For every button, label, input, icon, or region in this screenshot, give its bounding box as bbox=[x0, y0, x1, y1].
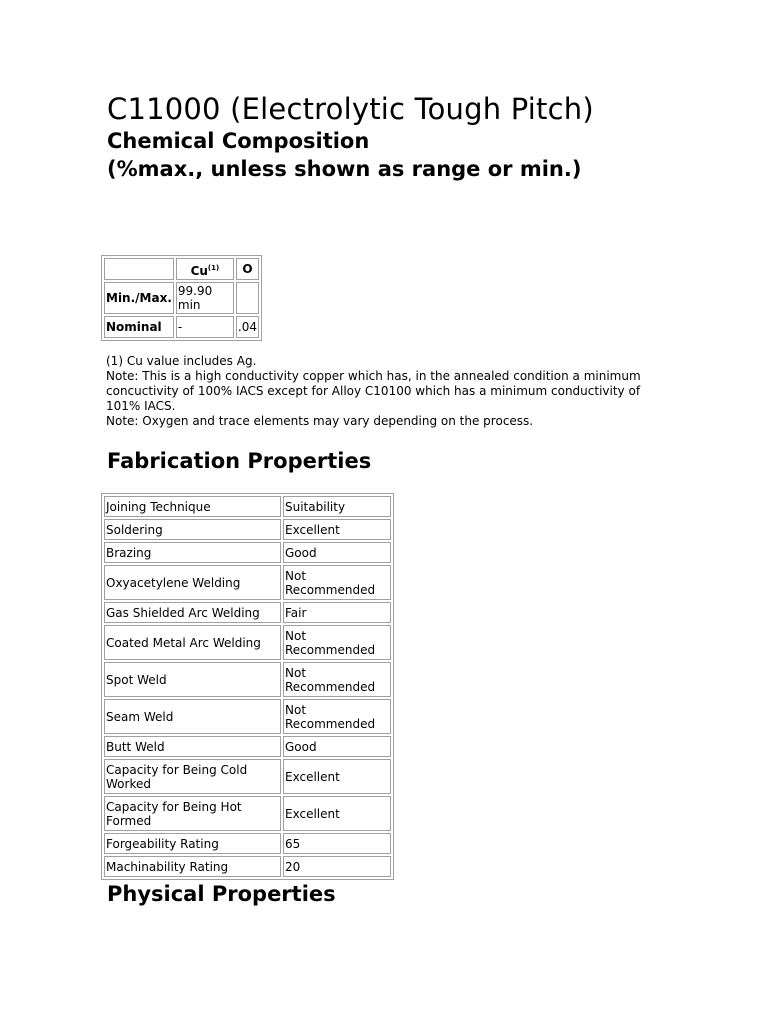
technique-cell: Brazing bbox=[104, 542, 281, 563]
technique-cell: Capacity for Being Cold Worked bbox=[104, 759, 281, 794]
chemical-composition-heading bbox=[107, 127, 667, 183]
suitability-cell: Fair bbox=[283, 602, 391, 623]
suitability-cell: Not Recommended bbox=[283, 565, 391, 600]
table-row bbox=[104, 519, 391, 540]
table-row bbox=[104, 565, 391, 600]
suitability-cell: Good bbox=[283, 542, 391, 563]
table-row bbox=[104, 759, 391, 794]
table-row bbox=[104, 602, 391, 623]
row-label-nominal: Nominal bbox=[104, 316, 174, 338]
table-header-row bbox=[104, 258, 259, 280]
chemical-composition-subtitle: (%max., unless shown as range or min.) bbox=[107, 157, 582, 181]
suitability-cell: Not Recommended bbox=[283, 699, 391, 734]
fabrication-properties-heading: Fabrication Properties bbox=[107, 449, 372, 473]
technique-cell: Forgeability Rating bbox=[104, 833, 281, 854]
cell-cu-nominal: - bbox=[176, 316, 234, 338]
table-row bbox=[104, 662, 391, 697]
column-header-cu-label: Cu bbox=[190, 263, 208, 278]
column-header-cu bbox=[176, 258, 234, 280]
column-header-suitability: Suitability bbox=[283, 496, 391, 517]
suitability-cell: Not Recommended bbox=[283, 662, 391, 697]
suitability-cell: 20 bbox=[283, 856, 391, 877]
table-row bbox=[104, 542, 391, 563]
composition-notes bbox=[106, 354, 666, 429]
cell-o-nominal: .04 bbox=[236, 316, 259, 338]
suitability-cell: Good bbox=[283, 736, 391, 757]
technique-cell: Capacity for Being Hot Formed bbox=[104, 796, 281, 831]
table-row bbox=[104, 833, 391, 854]
table-row bbox=[104, 282, 259, 314]
table-row bbox=[104, 625, 391, 660]
chemical-composition-table bbox=[101, 255, 262, 341]
suitability-cell: Not Recommended bbox=[283, 625, 391, 660]
cell-cu-min-max: 99.90 min bbox=[176, 282, 234, 314]
suitability-cell: 65 bbox=[283, 833, 391, 854]
technique-cell: Oxyacetylene Welding bbox=[104, 565, 281, 600]
suitability-cell: Excellent bbox=[283, 759, 391, 794]
technique-cell: Machinability Rating bbox=[104, 856, 281, 877]
table-row bbox=[104, 856, 391, 877]
footnote-cu-includes-ag: (1) Cu value includes Ag. bbox=[106, 354, 257, 368]
technique-cell: Seam Weld bbox=[104, 699, 281, 734]
technique-cell: Soldering bbox=[104, 519, 281, 540]
document-content bbox=[106, 92, 667, 906]
table-row bbox=[104, 316, 259, 338]
suitability-cell: Excellent bbox=[283, 796, 391, 831]
page-title: C11000 (Electrolytic Tough Pitch) bbox=[107, 92, 594, 126]
column-header-joining-technique: Joining Technique bbox=[104, 496, 281, 517]
chemical-composition-title: Chemical Composition bbox=[107, 129, 370, 153]
footnote-marker: (1) bbox=[207, 263, 220, 272]
physical-properties-heading: Physical Properties bbox=[107, 882, 336, 906]
suitability-cell: Excellent bbox=[283, 519, 391, 540]
table-row bbox=[104, 796, 391, 831]
table-header-row bbox=[104, 496, 391, 517]
fabrication-properties-table bbox=[101, 493, 394, 880]
table-row bbox=[104, 736, 391, 757]
technique-cell: Gas Shielded Arc Welding bbox=[104, 602, 281, 623]
technique-cell: Coated Metal Arc Welding bbox=[104, 625, 281, 660]
cell-o-min-max bbox=[236, 282, 259, 314]
row-label-min-max: Min./Max. bbox=[104, 282, 174, 314]
note-oxygen-trace: Note: Oxygen and trace elements may vary depending on the process. bbox=[106, 414, 534, 428]
note-conductivity: Note: This is a high conductivity copper which has, in the annealed condition a minimum concuctivity of 100% IACS except for Alloy C10100 which has a minimum conductivity of 101% IACS. bbox=[106, 369, 641, 413]
technique-cell: Butt Weld bbox=[104, 736, 281, 757]
technique-cell: Spot Weld bbox=[104, 662, 281, 697]
table-corner-cell bbox=[104, 258, 174, 280]
column-header-o: O bbox=[236, 258, 259, 280]
table-row bbox=[104, 699, 391, 734]
